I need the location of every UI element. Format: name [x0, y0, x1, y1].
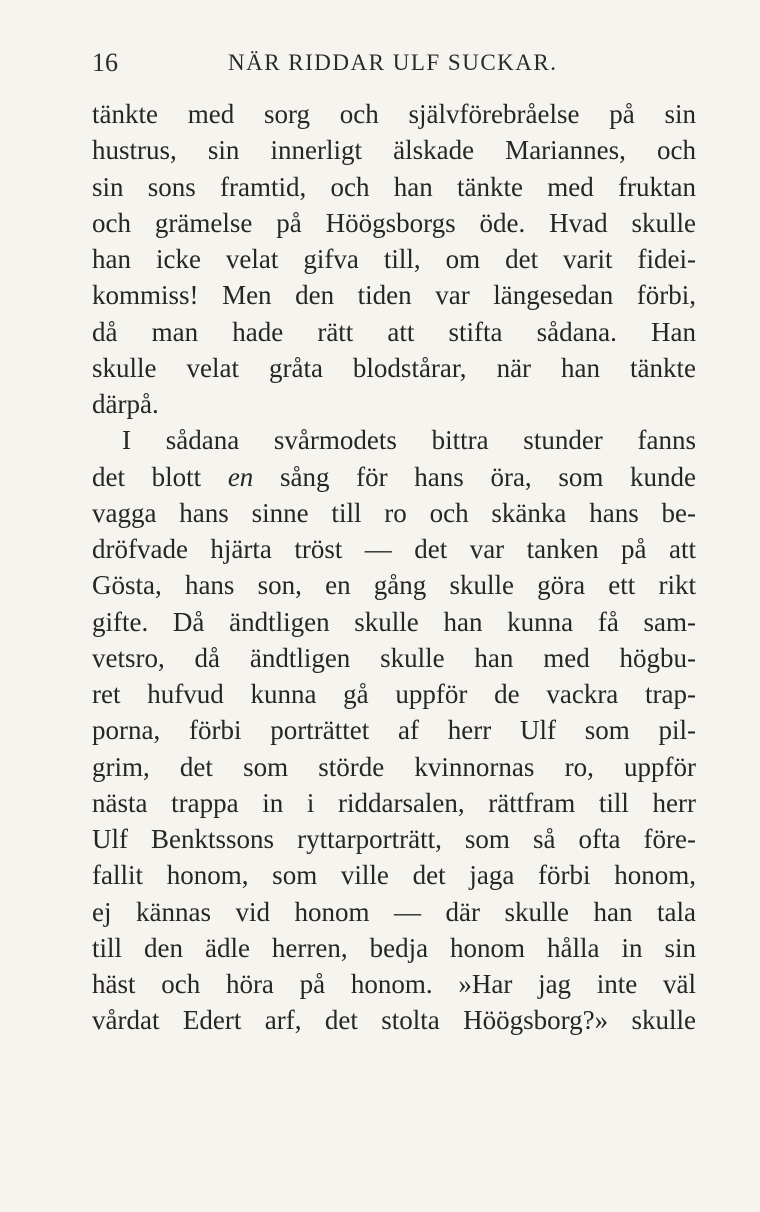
running-head: NÄR RIDDAR ULF SUCKAR.: [228, 50, 558, 75]
text-line: hustrus, sin innerligt älskade Mariannes, och: [92, 135, 696, 166]
text-line: dröfvade hjärta tröst — det var tanken på att: [92, 534, 696, 564]
text-line: nästa trappa in i riddarsalen, rättfram till herr: [92, 787, 696, 818]
text-line: han icke velat gifva till, om det varit fidei-: [92, 244, 696, 274]
page-number: 16: [92, 48, 118, 77]
paragraph-start-line: I sådana svårmodets bittra stunder fanns: [122, 425, 696, 456]
text-line: vårdat Edert arf, det stolta Höögsborg?» skulle: [92, 1005, 696, 1036]
text-line: gifte. Då ändtligen skulle han kunna få sam-: [92, 606, 696, 637]
text-line: till den ädle herren, bedja honom hålla in sin: [92, 932, 696, 963]
text-line: skulle velat gråta blodstårar, när han tänkte: [92, 352, 696, 383]
text-segment: sång för hans öra, som kunde: [279, 461, 696, 492]
text-line: sin sons framtid, och han tänkte med fruktan: [92, 171, 696, 202]
emphasized-word: en: [227, 461, 254, 492]
text-segment: det blott: [92, 461, 202, 492]
text-line: vetsro, då ändtligen skulle han med högbu-: [92, 642, 696, 673]
text-line: vagga hans sinne till ro och skänka hans be-: [92, 497, 696, 528]
paragraph-end-line: därpå.: [92, 389, 159, 419]
text-line: kommiss! Men den tiden var längesedan förbi,: [92, 280, 696, 311]
text-line: Ulf Benktssons ryttarporträtt, som så ofta före-: [92, 824, 696, 854]
text-line: och grämelse på Höögsborgs öde. Hvad skulle: [92, 207, 696, 238]
text-line: Gösta, hans son, en gång skulle göra ett rikt: [92, 570, 696, 601]
body-text: [92, 96, 696, 1039]
text-line: ret hufvud kunna gå uppför de vackra trap-: [92, 679, 696, 709]
text-line: grim, det som störde kvinnornas ro, uppför: [92, 751, 696, 782]
text-line: då man hade rätt att stifta sådana. Han: [92, 316, 696, 347]
text-line: porna, förbi porträttet af herr Ulf som pil-: [92, 715, 696, 746]
text-line: ej kännas vid honom — där skulle han tala: [92, 896, 696, 927]
page-header: [92, 48, 696, 78]
text-line: häst och höra på honom. »Har jag inte väl: [92, 969, 696, 999]
text-line-with-emphasis: [92, 459, 696, 495]
text-line: tänkte med sorg och självförebråelse på sin: [92, 99, 696, 129]
text-line: fallit honom, som ville det jaga förbi honom,: [92, 860, 696, 891]
